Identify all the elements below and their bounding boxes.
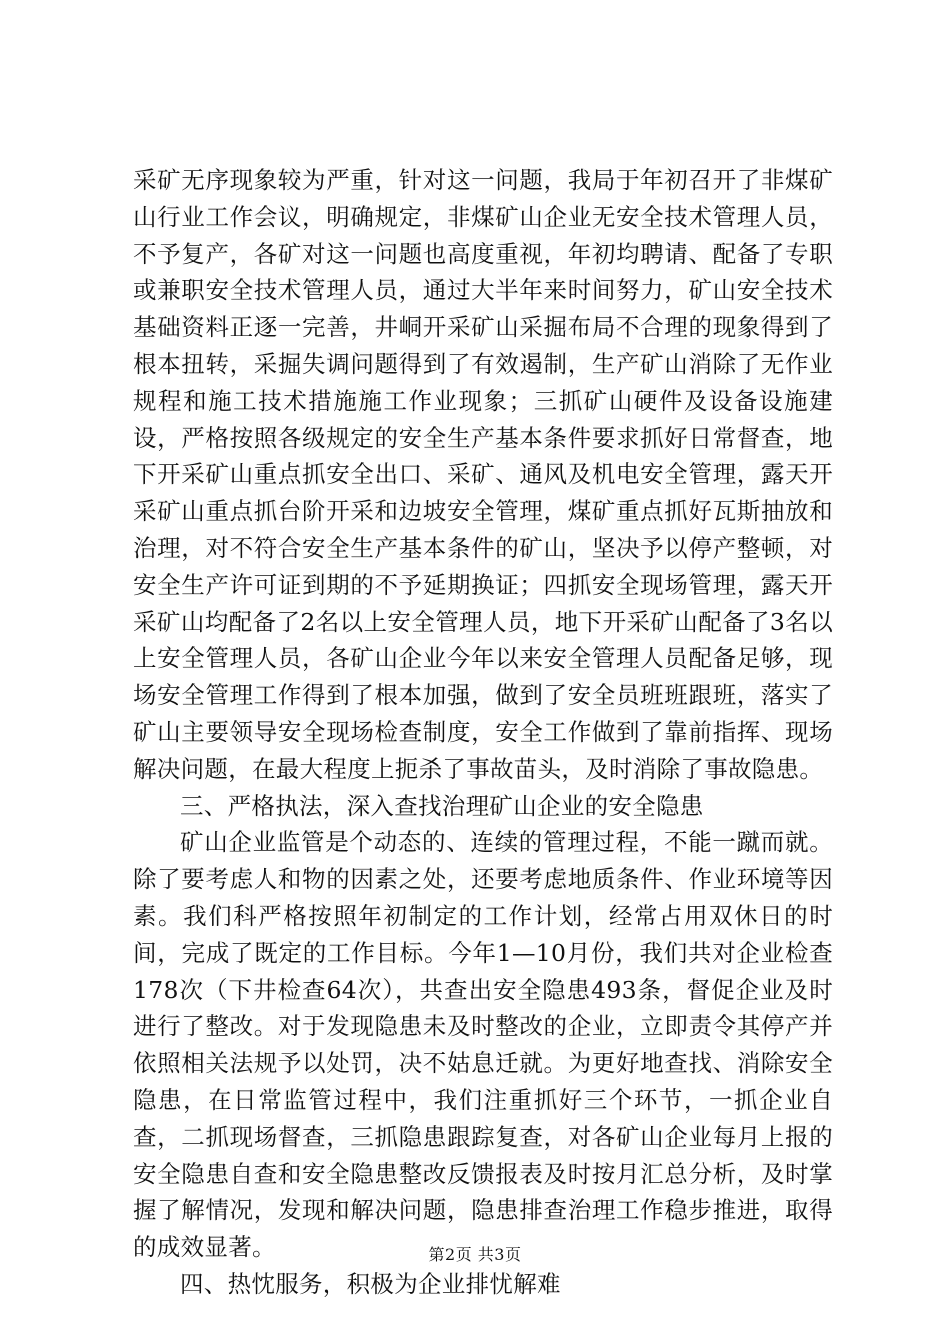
document-body	[133, 162, 833, 1303]
page-number-footer: 第2页 共3页	[428, 1245, 522, 1264]
body-paragraph-continuation: 采矿无序现象较为严重，针对这一问题，我局于年初召开了非煤矿山行业工作会议，明确规定，非煤矿山企业无安全技术管理人员，不予复产，各矿对这一问题也高度重视，年初均聘请、配备了专职或兼职安全技术管理人员，通过大半年来时间努力，矿山安全技术基础资料正逐一完善，井峒开采矿山采掘布局不合理的现象得到了根本扭转，采掘失调问题得到了有效遏制，生产矿山消除了无作业规程和施工技术措施施工作业现象；三抓矿山硬件及设备设施建设，严格按照各级规定的安全生产基本条件要求抓好日常督查，地下开采矿山重点抓安全出口、采矿、通风及机电安全管理，露天开采矿山重点抓台阶开采和边坡安全管理，煤矿重点抓好瓦斯抽放和治理，对不符合安全生产基本条件的矿山，坚决予以停产整顿，对安全生产许可证到期的不予延期换证；四抓安全现场管理，露天开采矿山均配备了2名以上安全管理人员，地下开采矿山配备了3名以上安全管理人员，各矿山企业今年以来安全管理人员配备足够，现场安全管理工作得到了根本加强，做到了安全员班班跟班，落实了矿山主要领导安全现场检查制度，安全工作做到了靠前指挥、现场解决问题，在最大程度上扼杀了事故苗头，及时消除了事故隐患。	[133, 166, 833, 783]
body-paragraph-section-3: 矿山企业监管是个动态的、连续的管理过程，不能一蹴而就。除了要考虑人和物的因素之处，还要考虑地质条件、作业环境等因素。我们科严格按照年初制定的工作计划，经常占用双休日的时间，完成了既定的工作目标。今年1—10月份，我们共对企业检查178次（下井检查64次），共查出安全隐患493条，督促企业及时进行了整改。对于发现隐患未及时整改的企业，立即责令其停产并依照相关法规予以处罚，决不姑息迁就。为更好地查找、消除安全隐患，在日常监管过程中，我们注重抓好三个环节，一抓企业自查，二抓现场督查，三抓隐患跟踪复查，对各矿山企业每月上报的安全隐患自查和安全隐患整改反馈报表及时按月汇总分析，及时掌握了解情况，发现和解决问题，隐患排查治理工作稳步推进，取得的成效显著。	[133, 828, 833, 1262]
section-heading-4: 四、热忱服务，积极为企业排忧解难	[180, 1269, 561, 1298]
section-heading-3: 三、严格执法，深入查找治理矿山企业的安全隐患	[180, 791, 704, 820]
